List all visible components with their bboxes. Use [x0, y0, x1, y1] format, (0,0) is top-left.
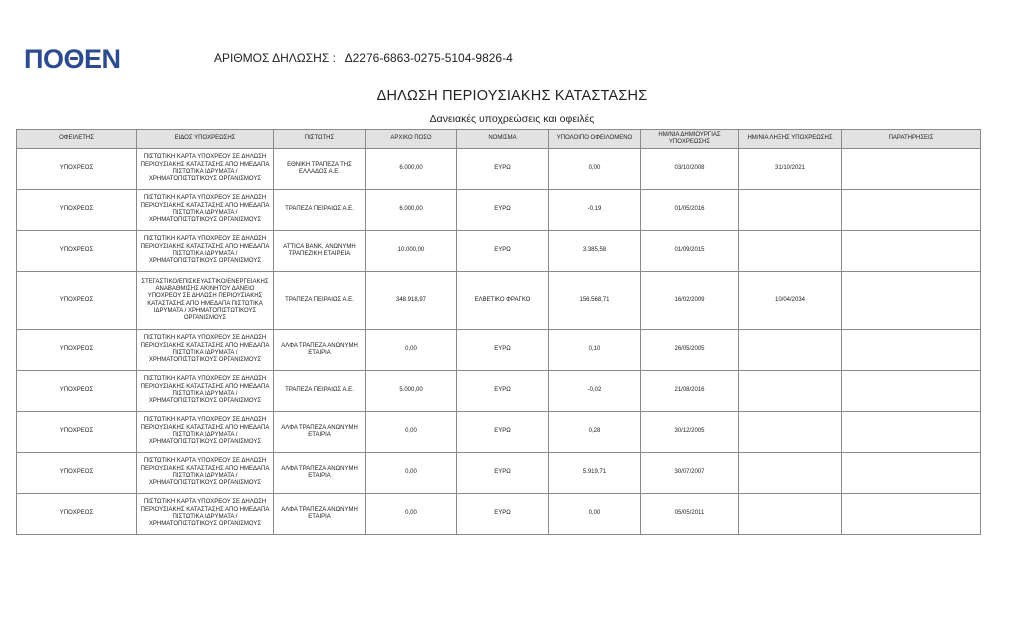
table-row: [17, 453, 981, 494]
cell-currency: ΕΛΒΕΤΙΚΟ ΦΡΑΓΚΟ: [457, 272, 549, 330]
cell-expiry-date: [739, 412, 842, 453]
cell-debtor: ΥΠΟΧΡΕΟΣ: [17, 371, 137, 412]
cell-debtor: ΥΠΟΧΡΕΟΣ: [17, 453, 137, 494]
cell-remarks: [842, 453, 981, 494]
column-header-creation-date: ΗΜ/ΝΙΑ ΔΗΜΙΟΥΡΓΙΑΣ ΥΠΟΧΡΕΩΣΗΣ: [641, 130, 739, 149]
cell-creditor: ΑΛΦΑ ΤΡΑΠΕΖΑ ΑΝΩΝΥΜΗ ΕΤΑΙΡΙΑ: [274, 412, 366, 453]
cell-currency: ΕΥΡΩ: [457, 453, 549, 494]
cell-creditor: ΑΛΦΑ ΤΡΑΠΕΖΑ ΑΝΩΝΥΜΗ ΕΤΑΙΡΙΑ: [274, 330, 366, 371]
cell-initial-amount: 0,00: [366, 412, 457, 453]
cell-remarks: [842, 272, 981, 330]
cell-initial-amount: 6.000,00: [366, 149, 457, 190]
cell-remaining-balance: 156.568,71: [549, 272, 641, 330]
cell-expiry-date: 31/10/2021: [739, 149, 842, 190]
cell-remarks: [842, 190, 981, 231]
cell-creditor: ΤΡΑΠΕΖΑ ΠΕΙΡΑΙΩΣ Α.Ε.: [274, 272, 366, 330]
cell-expiry-date: [739, 453, 842, 494]
cell-remarks: [842, 494, 981, 535]
cell-initial-amount: 0,00: [366, 330, 457, 371]
liabilities-table: [16, 129, 981, 535]
cell-remaining-balance: 0,00: [549, 494, 641, 535]
cell-currency: ΕΥΡΩ: [457, 231, 549, 272]
cell-debtor: ΥΠΟΧΡΕΟΣ: [17, 190, 137, 231]
cell-liability-type: ΣΤΕΓΑΣΤΙΚΟ/ΕΠΙΣΚΕΥΑΣΤΙΚΟ/ΕΝΕΡΓΕΙΑΚΗΣ ΑΝΑΒΑΘΜΙΣΗΣ ΑΚΙΝΗΤΟΥ ΔΑΝΕΙΟ ΥΠΟΧΡΕΟΥ ΣΕ ΔΗΛΩΣΗ ΠΕΡΙΟΥΣΙΑΚΗΣ ΚΑΤΑΣΤΑΣΗΣ ΑΠΟ ΗΜΕΔΑΠΑ ΠΙΣΤΩΤΙΚΑ ΙΔΡΥΜΑΤΑ / ΧΡΗΜΑΤΟΠΙΣΤΩΤΙΚΟΥΣ ΟΡΓΑΝΙΣΜΟΥΣ: [137, 272, 274, 330]
cell-creation-date: 01/05/2016: [641, 190, 739, 231]
cell-initial-amount: 5.000,00: [366, 371, 457, 412]
cell-remaining-balance: 0,28: [549, 412, 641, 453]
cell-creditor: ΤΡΑΠΕΖΑ ΠΕΙΡΑΙΩΣ Α.Ε.: [274, 190, 366, 231]
cell-liability-type: ΠΙΣΤΩΤΙΚΗ ΚΑΡΤΑ ΥΠΟΧΡΕΟΥ ΣΕ ΔΗΛΩΣΗ ΠΕΡΙΟΥΣΙΑΚΗΣ ΚΑΤΑΣΤΑΣΗΣ ΑΠΟ ΗΜΕΔΑΠΑ ΠΙΣΤΩΤΙΚΑ ΙΔΡΥΜΑΤΑ / ΧΡΗΜΑΤΟΠΙΣΤΩΤΙΚΟΥΣ ΟΡΓΑΝΙΣΜΟΥΣ: [137, 412, 274, 453]
cell-remaining-balance: 0,10: [549, 330, 641, 371]
cell-creation-date: 05/05/2011: [641, 494, 739, 535]
cell-remaining-balance: -0,02: [549, 371, 641, 412]
cell-liability-type: ΠΙΣΤΩΤΙΚΗ ΚΑΡΤΑ ΥΠΟΧΡΕΟΥ ΣΕ ΔΗΛΩΣΗ ΠΕΡΙΟΥΣΙΑΚΗΣ ΚΑΤΑΣΤΑΣΗΣ ΑΠΟ ΗΜΕΔΑΠΑ ΠΙΣΤΩΤΙΚΑ ΙΔΡΥΜΑΤΑ / ΧΡΗΜΑΤΟΠΙΣΤΩΤΙΚΟΥΣ ΟΡΓΑΝΙΣΜΟΥΣ: [137, 231, 274, 272]
cell-remaining-balance: 0,00: [549, 149, 641, 190]
cell-currency: ΕΥΡΩ: [457, 149, 549, 190]
section-subtitle: Δανειακές υποχρεώσεις και οφειλές: [429, 113, 595, 125]
cell-liability-type: ΠΙΣΤΩΤΙΚΗ ΚΑΡΤΑ ΥΠΟΧΡΕΟΥ ΣΕ ΔΗΛΩΣΗ ΠΕΡΙΟΥΣΙΑΚΗΣ ΚΑΤΑΣΤΑΣΗΣ ΑΠΟ ΗΜΕΔΑΠΑ ΠΙΣΤΩΤΙΚΑ ΙΔΡΥΜΑΤΑ / ΧΡΗΜΑΤΟΠΙΣΤΩΤΙΚΟΥΣ ΟΡΓΑΝΙΣΜΟΥΣ: [137, 453, 274, 494]
cell-liability-type: ΠΙΣΤΩΤΙΚΗ ΚΑΡΤΑ ΥΠΟΧΡΕΟΥ ΣΕ ΔΗΛΩΣΗ ΠΕΡΙΟΥΣΙΑΚΗΣ ΚΑΤΑΣΤΑΣΗΣ ΑΠΟ ΗΜΕΔΑΠΑ ΠΙΣΤΩΤΙΚΑ ΙΔΡΥΜΑΤΑ / ΧΡΗΜΑΤΟΠΙΣΤΩΤΙΚΟΥΣ ΟΡΓΑΝΙΣΜΟΥΣ: [137, 330, 274, 371]
cell-expiry-date: [739, 231, 842, 272]
column-header-initial-amount: ΑΡΧΙΚΟ ΠΟΣΟ: [366, 130, 457, 149]
cell-creditor: ΑΛΦΑ ΤΡΑΠΕΖΑ ΑΝΩΝΥΜΗ ΕΤΑΙΡΙΑ: [274, 494, 366, 535]
column-header-creditor: ΠΙΣΤΩΤΗΣ: [274, 130, 366, 149]
column-header-remarks: ΠΑΡΑΤΗΡΗΣΕΙΣ: [842, 130, 981, 149]
table-row: [17, 272, 981, 330]
cell-debtor: ΥΠΟΧΡΕΟΣ: [17, 149, 137, 190]
cell-creditor: ATTICA BANK, ΑΝΩΝΥΜΗ ΤΡΑΠΕΖΙΚΗ ΕΤΑΙΡΕΙΑ: [274, 231, 366, 272]
table-row: [17, 412, 981, 453]
column-header-remaining-balance: ΥΠΟΛΟΙΠΟ ΟΦΕΙΛΟΜΕΝΟ: [549, 130, 641, 149]
cell-creation-date: 30/12/2005: [641, 412, 739, 453]
cell-debtor: ΥΠΟΧΡΕΟΣ: [17, 412, 137, 453]
cell-initial-amount: 10.000,00: [366, 231, 457, 272]
cell-creditor: ΑΛΦΑ ΤΡΑΠΕΖΑ ΑΝΩΝΥΜΗ ΕΤΑΙΡΙΑ: [274, 453, 366, 494]
pothen-logo: ΠΟΘΕΝ: [24, 44, 121, 74]
table-row: [17, 231, 981, 272]
cell-creation-date: 16/02/2009: [641, 272, 739, 330]
cell-remarks: [842, 231, 981, 272]
cell-debtor: ΥΠΟΧΡΕΟΣ: [17, 272, 137, 330]
cell-creation-date: 21/08/2016: [641, 371, 739, 412]
document-title: ΔΗΛΩΣΗ ΠΕΡΙΟΥΣΙΑΚΗΣ ΚΑΤΑΣΤΑΣΗΣ: [376, 88, 648, 104]
cell-initial-amount: 0,00: [366, 494, 457, 535]
declaration-number-label: ΑΡΙΘΜΟΣ ΔΗΛΩΣΗΣ :: [214, 51, 336, 65]
cell-creation-date: 26/05/2005: [641, 330, 739, 371]
cell-remarks: [842, 149, 981, 190]
cell-expiry-date: 10/04/2034: [739, 272, 842, 330]
cell-creditor: ΤΡΑΠΕΖΑ ΠΕΙΡΑΙΩΣ Α.Ε.: [274, 371, 366, 412]
table-row: [17, 149, 981, 190]
cell-initial-amount: 0,00: [366, 453, 457, 494]
declaration-number-value: Δ2276-6863-0275-5104-9826-4: [344, 51, 513, 65]
cell-currency: ΕΥΡΩ: [457, 412, 549, 453]
column-header-liability-type: ΕΙΔΟΣ ΥΠΟΧΡΕΩΣΗΣ: [137, 130, 274, 149]
cell-currency: ΕΥΡΩ: [457, 371, 549, 412]
table-row: [17, 190, 981, 231]
cell-currency: ΕΥΡΩ: [457, 190, 549, 231]
cell-initial-amount: 6.000,00: [366, 190, 457, 231]
cell-expiry-date: [739, 330, 842, 371]
cell-remarks: [842, 412, 981, 453]
column-header-debtor: ΟΦΕΙΛΕΤΗΣ: [17, 130, 137, 149]
cell-creation-date: 01/09/2015: [641, 231, 739, 272]
cell-remaining-balance: 3.385,58: [549, 231, 641, 272]
cell-currency: ΕΥΡΩ: [457, 330, 549, 371]
cell-creditor: ΕΘΝΙΚΗ ΤΡΑΠΕΖΑ ΤΗΣ ΕΛΛΑΔΟΣ Α.Ε.: [274, 149, 366, 190]
cell-remarks: [842, 371, 981, 412]
cell-remarks: [842, 330, 981, 371]
cell-currency: ΕΥΡΩ: [457, 494, 549, 535]
table-row: [17, 371, 981, 412]
cell-liability-type: ΠΙΣΤΩΤΙΚΗ ΚΑΡΤΑ ΥΠΟΧΡΕΟΥ ΣΕ ΔΗΛΩΣΗ ΠΕΡΙΟΥΣΙΑΚΗΣ ΚΑΤΑΣΤΑΣΗΣ ΑΠΟ ΗΜΕΔΑΠΑ ΠΙΣΤΩΤΙΚΑ ΙΔΡΥΜΑΤΑ / ΧΡΗΜΑΤΟΠΙΣΤΩΤΙΚΟΥΣ ΟΡΓΑΝΙΣΜΟΥΣ: [137, 190, 274, 231]
cell-creation-date: 03/10/2008: [641, 149, 739, 190]
cell-debtor: ΥΠΟΧΡΕΟΣ: [17, 330, 137, 371]
table-header-row: [17, 130, 981, 149]
cell-liability-type: ΠΙΣΤΩΤΙΚΗ ΚΑΡΤΑ ΥΠΟΧΡΕΟΥ ΣΕ ΔΗΛΩΣΗ ΠΕΡΙΟΥΣΙΑΚΗΣ ΚΑΤΑΣΤΑΣΗΣ ΑΠΟ ΗΜΕΔΑΠΑ ΠΙΣΤΩΤΙΚΑ ΙΔΡΥΜΑΤΑ / ΧΡΗΜΑΤΟΠΙΣΤΩΤΙΚΟΥΣ ΟΡΓΑΝΙΣΜΟΥΣ: [137, 494, 274, 535]
cell-debtor: ΥΠΟΧΡΕΟΣ: [17, 494, 137, 535]
cell-initial-amount: 348.918,97: [366, 272, 457, 330]
cell-expiry-date: [739, 190, 842, 231]
column-header-expiry-date: ΗΜ/ΝΙΑ ΛΗΞΗΣ ΥΠΟΧΡΕΩΣΗΣ: [739, 130, 842, 149]
cell-remaining-balance: 5.919,71: [549, 453, 641, 494]
cell-creation-date: 30/07/2007: [641, 453, 739, 494]
cell-liability-type: ΠΙΣΤΩΤΙΚΗ ΚΑΡΤΑ ΥΠΟΧΡΕΟΥ ΣΕ ΔΗΛΩΣΗ ΠΕΡΙΟΥΣΙΑΚΗΣ ΚΑΤΑΣΤΑΣΗΣ ΑΠΟ ΗΜΕΔΑΠΑ ΠΙΣΤΩΤΙΚΑ ΙΔΡΥΜΑΤΑ / ΧΡΗΜΑΤΟΠΙΣΤΩΤΙΚΟΥΣ ΟΡΓΑΝΙΣΜΟΥΣ: [137, 371, 274, 412]
cell-liability-type: ΠΙΣΤΩΤΙΚΗ ΚΑΡΤΑ ΥΠΟΧΡΕΟΥ ΣΕ ΔΗΛΩΣΗ ΠΕΡΙΟΥΣΙΑΚΗΣ ΚΑΤΑΣΤΑΣΗΣ ΑΠΟ ΗΜΕΔΑΠΑ ΠΙΣΤΩΤΙΚΑ ΙΔΡΥΜΑΤΑ / ΧΡΗΜΑΤΟΠΙΣΤΩΤΙΚΟΥΣ ΟΡΓΑΝΙΣΜΟΥΣ: [137, 149, 274, 190]
cell-expiry-date: [739, 371, 842, 412]
column-header-currency: ΝΟΜΙΣΜΑ: [457, 130, 549, 149]
table-row: [17, 330, 981, 371]
declaration-number-line: [214, 51, 513, 65]
table-row: [17, 494, 981, 535]
cell-debtor: ΥΠΟΧΡΕΟΣ: [17, 231, 137, 272]
cell-expiry-date: [739, 494, 842, 535]
cell-remaining-balance: -0,19: [549, 190, 641, 231]
